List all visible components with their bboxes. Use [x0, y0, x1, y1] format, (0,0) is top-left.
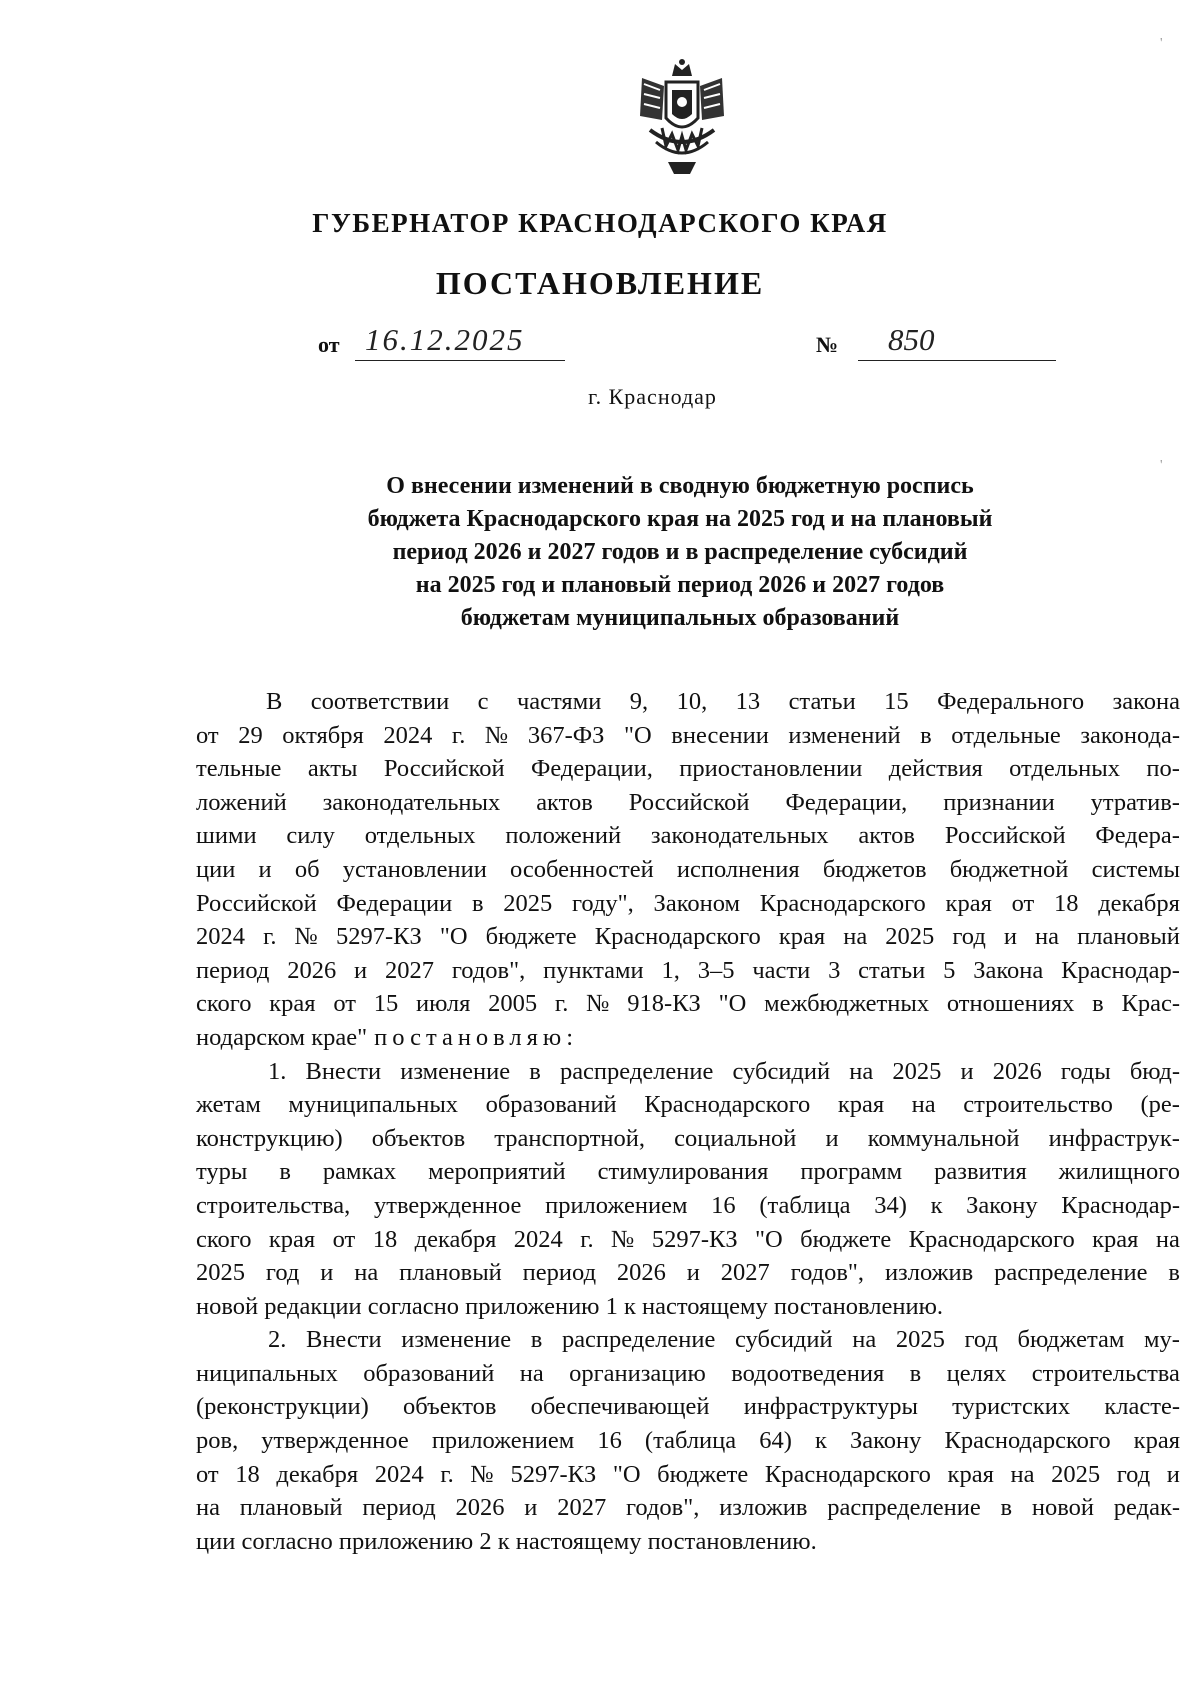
word: отношениях — [946, 990, 1075, 1018]
word: (реконструкции) — [196, 1393, 369, 1421]
word: действия — [888, 755, 983, 783]
word: 2026 — [992, 1057, 1042, 1085]
body-line — [196, 1088, 1180, 1122]
body-line — [196, 1491, 1180, 1525]
word: Законом — [653, 889, 741, 917]
word: края — [947, 1460, 994, 1488]
body-line — [196, 987, 1180, 1021]
word: класте- — [1104, 1393, 1180, 1421]
word: Закона — [973, 956, 1044, 984]
word: год — [952, 923, 986, 951]
title-line: период 2026 и 2027 годов и в распределение субсидий — [392, 539, 968, 565]
document-title — [280, 470, 1080, 635]
word: ского — [196, 990, 252, 1018]
scan-mark: ' — [1160, 36, 1163, 51]
word: Федерации, — [530, 755, 653, 783]
word: акты — [307, 755, 358, 783]
organization-title: ГУБЕРНАТОР КРАСНОДАРСКОГО КРАЯ — [312, 208, 888, 238]
word: 5297-КЗ — [510, 1460, 597, 1488]
document-type: ПОСТАНОВЛЕНИЕ — [435, 265, 765, 301]
word: 10, — [676, 688, 708, 715]
body-line — [196, 920, 1180, 954]
body-line — [196, 1390, 1180, 1424]
word: 2024 — [374, 1460, 424, 1488]
word: № — [470, 1460, 494, 1488]
word: 2027 — [720, 1259, 770, 1287]
word: плановый — [239, 1494, 343, 1522]
body-line — [196, 685, 1180, 719]
word: межбюджетных — [764, 990, 930, 1018]
word: декабря — [1098, 889, 1180, 917]
word: от — [1011, 889, 1035, 917]
word: ложений — [196, 788, 287, 816]
word: Федерального — [937, 688, 1085, 715]
word: приостановлении — [679, 755, 863, 783]
word: организацию — [569, 1359, 706, 1387]
body-line — [196, 1122, 1180, 1156]
word: 2025 — [892, 1057, 942, 1085]
word: бюд- — [1129, 1057, 1180, 1085]
word: статьи — [788, 688, 856, 715]
word: жетам — [196, 1091, 261, 1119]
word: Краснодарского — [594, 923, 761, 951]
word: 2027 — [557, 1494, 607, 1522]
body-line — [196, 1323, 1180, 1357]
word: 2027 — [385, 956, 435, 984]
word: Российской — [628, 788, 750, 816]
word: бюджетной — [949, 855, 1069, 883]
word: редак- — [1113, 1494, 1180, 1522]
body-line — [196, 1424, 1180, 1458]
word: рамках — [322, 1158, 397, 1186]
word: декабря — [414, 1225, 497, 1253]
word: 18 — [235, 1460, 260, 1488]
body-line-text: нодарском крае" — [196, 1023, 368, 1051]
word: обеспечивающей — [530, 1393, 710, 1421]
word: № — [586, 990, 610, 1018]
word: туры — [196, 1158, 248, 1186]
body-line — [196, 752, 1180, 786]
word: бюджетов — [822, 855, 927, 883]
word: 2025 — [1051, 1460, 1101, 1488]
word: и — [960, 1057, 974, 1085]
word: законода- — [1080, 721, 1180, 749]
word: силу — [286, 822, 335, 850]
word: инфраструктуры — [743, 1393, 918, 1421]
word: 2024 — [196, 923, 245, 951]
word: в — [529, 1057, 541, 1085]
word: на — [1035, 923, 1060, 951]
word: стимулирования — [597, 1158, 769, 1186]
word: Краснодарского — [759, 889, 926, 917]
word: № — [294, 923, 318, 951]
word: пунктами — [543, 956, 644, 984]
word: г. — [554, 990, 569, 1018]
word: распределение — [561, 1326, 716, 1354]
word: бюджетам — [1017, 1326, 1125, 1354]
word: плановый — [1077, 923, 1180, 951]
word: "О — [439, 923, 468, 951]
handwritten-date: 16.12.2025 — [355, 320, 565, 361]
word: годы — [1060, 1057, 1111, 1085]
word: края — [837, 1091, 885, 1119]
word: "О — [718, 990, 747, 1018]
word: в — [1168, 1259, 1180, 1287]
word: 18 — [372, 1225, 398, 1253]
body-line — [196, 1155, 1180, 1189]
word: бюджете — [485, 923, 577, 951]
word: № — [484, 721, 509, 749]
word: и — [686, 1259, 700, 1287]
body-line — [196, 1357, 1180, 1391]
word: 2026 — [455, 1494, 505, 1522]
word: год — [1116, 1460, 1151, 1488]
word: соответствии — [310, 688, 450, 715]
word: водоотведения — [731, 1359, 885, 1387]
city-line: г. Краснодар — [588, 384, 717, 409]
word: 16 — [711, 1191, 736, 1219]
word: Краснодарского — [944, 1427, 1111, 1455]
word: утвержденное — [373, 1191, 522, 1219]
word: 2025 — [503, 889, 553, 917]
word: октября — [282, 721, 364, 749]
word: 918-КЗ — [627, 990, 701, 1018]
word: "О — [624, 721, 652, 749]
word: Федерации — [336, 889, 453, 917]
word: на — [852, 1326, 877, 1354]
word: Внести — [305, 1057, 382, 1085]
word: 2005 — [488, 990, 538, 1018]
word: № — [611, 1225, 635, 1253]
word: частями — [516, 688, 602, 715]
word: системы — [1091, 855, 1180, 883]
word: от — [333, 990, 356, 1018]
word: Краснодарского — [908, 1225, 1075, 1253]
body-line — [196, 1189, 1180, 1223]
word: на — [911, 1091, 936, 1119]
word: распределение — [827, 1494, 981, 1522]
word: строительство — [963, 1091, 1113, 1119]
word: 34) — [874, 1191, 907, 1219]
word: год — [265, 1259, 300, 1287]
title-line: бюджетам муниципальных образований — [460, 605, 900, 631]
body-line — [196, 1055, 1180, 1089]
word: в — [530, 1326, 543, 1354]
word: 16 — [597, 1427, 622, 1455]
word: социальной — [674, 1124, 797, 1152]
word: целях — [946, 1359, 1007, 1387]
word: актов — [536, 788, 593, 816]
word: (ре- — [1140, 1091, 1180, 1119]
word: изложив — [719, 1494, 808, 1522]
word: годов", — [625, 1494, 700, 1522]
body-line — [196, 1458, 1180, 1492]
word: "О — [755, 1225, 783, 1253]
word: в — [1092, 990, 1104, 1018]
word: края — [269, 990, 316, 1018]
word: период — [522, 1259, 597, 1287]
word: 15 — [373, 990, 399, 1018]
word: края — [1092, 1225, 1139, 1253]
word: края — [1133, 1427, 1180, 1455]
word: Российской — [944, 822, 1066, 850]
word: ции — [196, 855, 236, 883]
word: 5 — [943, 956, 956, 984]
word: "О — [612, 1460, 641, 1488]
word: объектов — [371, 1124, 466, 1152]
word: Краснодар- — [1061, 956, 1180, 984]
word: об — [294, 855, 320, 883]
word: от — [196, 1460, 219, 1488]
word: конструкцию) — [196, 1124, 343, 1152]
coat-of-arms-emblem — [632, 58, 732, 183]
word: ского — [196, 1225, 252, 1253]
word: В — [266, 688, 283, 715]
word: году", — [571, 889, 634, 917]
word: изменение — [401, 1326, 512, 1354]
word: статьи — [858, 956, 926, 984]
word: по- — [1146, 755, 1180, 783]
word: шими — [196, 822, 257, 850]
word: и — [825, 1124, 839, 1152]
word: год — [964, 1326, 998, 1354]
word: Федера- — [1095, 822, 1180, 850]
word: исполнения — [676, 855, 800, 883]
word: годов", — [451, 956, 526, 984]
word: на — [519, 1359, 544, 1387]
word: 2024 — [513, 1225, 563, 1253]
word: коммунальной — [867, 1124, 1020, 1152]
word: на — [849, 1057, 874, 1085]
word: июля — [416, 990, 471, 1018]
word: строительства, — [196, 1191, 351, 1219]
word: Краснодарского — [644, 1091, 811, 1119]
word: внесении — [671, 721, 769, 749]
word: в — [279, 1158, 291, 1186]
word: новой — [1031, 1494, 1094, 1522]
word: к — [815, 1427, 827, 1455]
word: 1. — [268, 1057, 287, 1085]
word: изменение — [400, 1057, 511, 1085]
word: период — [362, 1494, 436, 1522]
word: утвержденное — [261, 1427, 409, 1455]
word: 9, — [629, 688, 649, 715]
body-line: ции согласно приложению 2 к настоящему постановлению. — [196, 1527, 817, 1555]
word: программ — [800, 1158, 903, 1186]
word: с — [477, 688, 489, 715]
word: от — [196, 721, 219, 749]
word: приложением — [431, 1427, 575, 1455]
title-line: О внесении изменений в сводную бюджетную роспись — [386, 473, 974, 499]
word: законодательных — [322, 788, 501, 816]
scan-mark: ' — [1160, 458, 1163, 473]
word: период — [196, 956, 270, 984]
word: края — [945, 889, 992, 917]
word: г. — [451, 721, 466, 749]
word: изменений — [788, 721, 901, 749]
word: в — [471, 889, 484, 917]
word: на — [354, 1259, 379, 1287]
word: отдельных — [1009, 755, 1120, 783]
word: Закону — [850, 1427, 922, 1455]
word: 2025 — [885, 923, 935, 951]
word: (таблица — [759, 1191, 851, 1219]
word: Закону — [966, 1191, 1038, 1219]
word: части — [752, 956, 811, 984]
word: годов", — [790, 1259, 865, 1287]
word: на — [843, 923, 868, 951]
word: установлении — [342, 855, 487, 883]
word: 29 — [238, 721, 263, 749]
word: образований — [363, 1359, 495, 1387]
body-line — [196, 1223, 1180, 1257]
word: г. — [580, 1225, 594, 1253]
word: муниципальных — [288, 1091, 459, 1119]
body-line — [196, 1021, 1180, 1055]
word: актов — [858, 822, 915, 850]
word: Российской — [196, 889, 317, 917]
word: му- — [1143, 1326, 1180, 1354]
word: на — [1010, 1460, 1035, 1488]
word: плановый — [399, 1259, 502, 1287]
word: к — [930, 1191, 943, 1219]
word: Внести — [305, 1326, 382, 1354]
word: законодательных — [650, 822, 829, 850]
word: положений — [505, 822, 622, 850]
body-line — [196, 853, 1180, 887]
word: транспортной, — [494, 1124, 646, 1152]
word: отдельные — [951, 721, 1061, 749]
word: Краснодарского — [764, 1460, 931, 1488]
word: от — [332, 1225, 356, 1253]
word: мероприятий — [428, 1158, 566, 1186]
word: края — [268, 1225, 316, 1253]
word: и — [524, 1494, 538, 1522]
word: распределение — [994, 1259, 1148, 1287]
word: и — [1166, 1460, 1180, 1488]
word: 2024 — [383, 721, 433, 749]
word: 2026 — [287, 956, 337, 984]
word: в — [909, 1359, 922, 1387]
word: 5297-КЗ — [651, 1225, 738, 1253]
word: инфраструк- — [1048, 1124, 1180, 1152]
word: 15 — [884, 688, 909, 715]
word: 13 — [735, 688, 761, 715]
word: Крас- — [1121, 990, 1180, 1018]
word: 2025 — [196, 1259, 245, 1287]
word: (таблица — [644, 1427, 737, 1455]
date-prefix: от — [318, 332, 340, 357]
word: особенностей — [510, 855, 654, 883]
word: 18 — [1053, 889, 1079, 917]
body-line — [196, 786, 1180, 820]
word: объектов — [402, 1393, 497, 1421]
word: Российской — [383, 755, 505, 783]
word: субсидий — [735, 1326, 833, 1354]
word: 3–5 — [697, 956, 735, 984]
title-line: на 2025 год и плановый период 2026 и 2027 годов — [415, 572, 945, 598]
word: образований — [485, 1091, 617, 1119]
word: тельные — [196, 755, 282, 783]
word: в — [1000, 1494, 1013, 1522]
word: развития — [934, 1158, 1027, 1186]
word: 1, — [661, 956, 680, 984]
word: и — [354, 956, 368, 984]
title-line: бюджета Краснодарского края на 2025 год и на плановый — [367, 506, 993, 532]
word: ниципальных — [196, 1359, 338, 1387]
word: в — [920, 721, 932, 749]
resolution-word: постановляю: — [374, 1023, 579, 1051]
word: закона — [1112, 688, 1180, 715]
handwritten-number: 850 — [858, 320, 1056, 361]
body-line — [196, 954, 1180, 988]
word: бюджете — [657, 1460, 749, 1488]
word: распределение — [559, 1057, 714, 1085]
word: признании — [943, 788, 1055, 816]
word: отдельных — [364, 822, 476, 850]
word: жилищного — [1058, 1158, 1180, 1186]
word: и — [258, 855, 272, 883]
word: 2025 — [895, 1326, 945, 1354]
word: ров, — [196, 1427, 239, 1455]
word: Краснодар- — [1061, 1191, 1180, 1219]
word: строительства — [1031, 1359, 1180, 1387]
body-line — [196, 887, 1180, 921]
word: 5297-КЗ — [336, 923, 422, 951]
body-line — [196, 1256, 1180, 1290]
word: утратив- — [1090, 788, 1180, 816]
word: бюджете — [800, 1225, 892, 1253]
word: 2. — [268, 1326, 287, 1354]
word: Федерации, — [785, 788, 908, 816]
word: на — [196, 1494, 220, 1522]
word: и — [320, 1259, 334, 1287]
document-body — [196, 685, 1180, 1558]
word: декабря — [276, 1460, 359, 1488]
body-line: новой редакции согласно приложению 1 к настоящему постановлению. — [196, 1292, 944, 1320]
word: 2026 — [616, 1259, 666, 1287]
word: 367-ФЗ — [527, 721, 605, 749]
word: края — [778, 923, 826, 951]
word: 3 — [828, 956, 841, 984]
word: на — [1155, 1225, 1180, 1253]
number-prefix: № — [816, 332, 839, 357]
word: изложив — [884, 1259, 974, 1287]
word: и — [1003, 923, 1017, 951]
body-line — [196, 819, 1180, 853]
word: субсидий — [732, 1057, 831, 1085]
word: туристских — [952, 1393, 1071, 1421]
word: 64) — [759, 1427, 792, 1455]
word: приложением — [545, 1191, 688, 1219]
word: г. — [440, 1460, 454, 1488]
body-line — [196, 719, 1180, 753]
word: г. — [263, 923, 277, 951]
